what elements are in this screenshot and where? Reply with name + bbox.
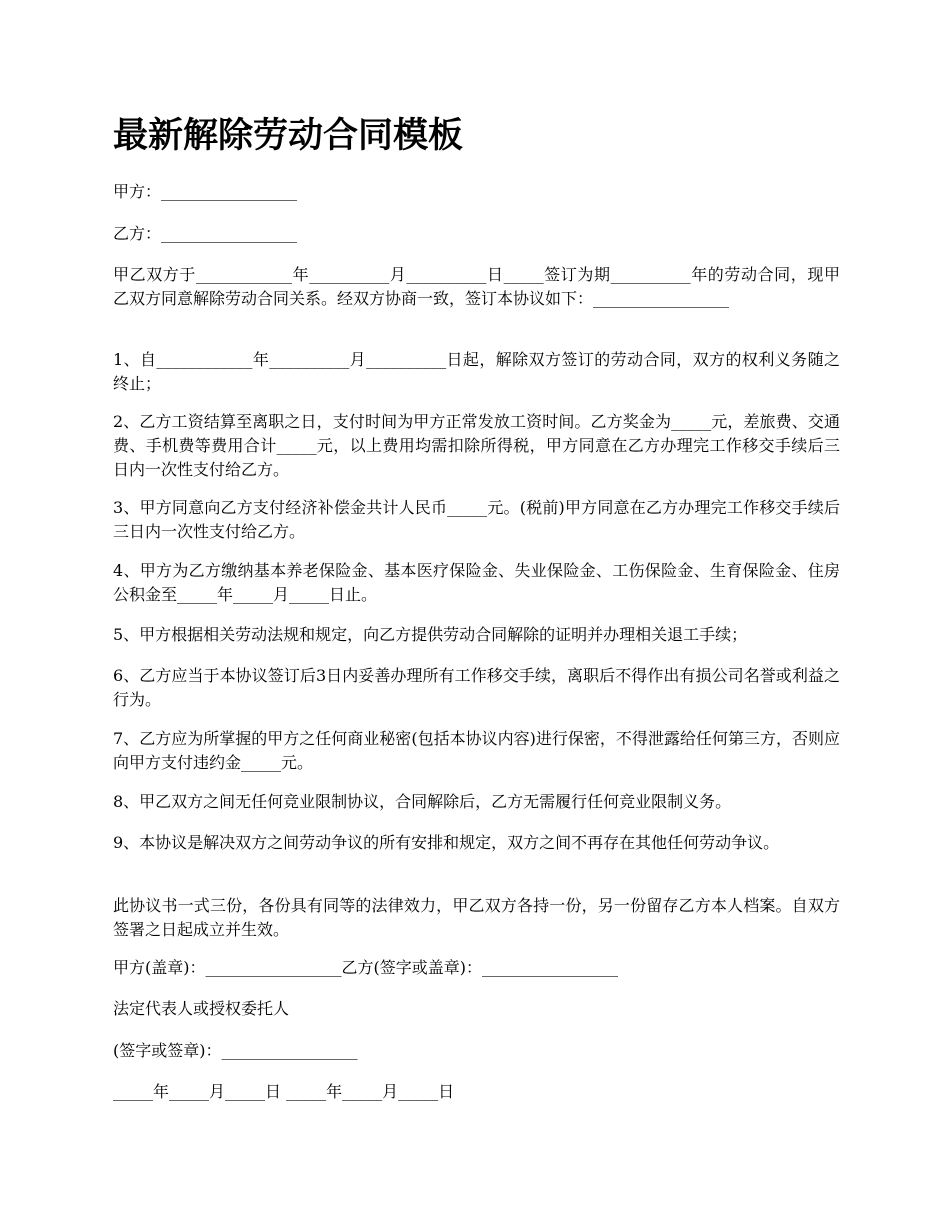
clause-2: 2、乙方工资结算至离职之日，支付时间为甲方正常发放工资时间。乙方奖金为_____元，差旅费、交通费、手机费等费用合计_____元，以上费用均需扣除所得税，甲方同意在乙方办理完工作移交手续后三日内一次性支付给乙方。 bbox=[113, 412, 840, 479]
sign-or-seal-line: (签字或签章)：_________________ bbox=[113, 1041, 358, 1060]
clause-8: 8、甲乙双方之间无任何竞业限制协议，合同解除后，乙方无需履行任何竞业限制义务。 bbox=[113, 792, 732, 811]
clause-7: 7、乙方应为所掌握的甲方之任何商业秘密(包括本协议内容)进行保密，不得泄露给任何第三方，否则应向甲方支付违约金_____元。 bbox=[113, 729, 840, 772]
document-title: 最新解除劳动合同模板 bbox=[113, 116, 464, 156]
date-line: _____年_____月_____日 _____年_____月_____日 bbox=[113, 1082, 455, 1101]
party-b-line: 乙方：_________________ bbox=[113, 224, 298, 243]
signature-line: 甲方(盖章)：_________________乙方(签字或盖章)：_________________ bbox=[113, 958, 618, 977]
clause-9: 9、本协议是解决双方之间劳动争议的所有安排和规定，双方之间不再存在其他任何劳动争议。 bbox=[113, 833, 780, 852]
clause-5: 5、甲方根据相关劳动法规和规定，向乙方提供劳动合同解除的证明并办理相关退工手续； bbox=[113, 625, 748, 644]
clause-3: 3、甲方同意向乙方支付经济补偿金共计人民币_____元。(税前)甲方同意在乙方办理完工作移交手续后三日内一次性支付给乙方。 bbox=[113, 498, 840, 541]
intro-paragraph: 甲乙双方于____________年__________月__________日_____签订为期__________年的劳动合同，现甲乙双方同意解除劳动合同关系。经双方协商一致，签订本协议如下：_________________ bbox=[113, 265, 840, 308]
legal-representative-label: 法定代表人或授权委托人 bbox=[113, 999, 290, 1018]
party-a-line: 甲方：_________________ bbox=[113, 182, 298, 201]
clause-4: 4、甲方为乙方缴纳基本养老保险金、基本医疗保险金、失业保险金、工伤保险金、生育保险金、住房公积金至_____年_____月_____日止。 bbox=[113, 561, 840, 604]
closing-paragraph: 此协议书一式三份，各份具有同等的法律效力，甲乙双方各持一份，另一份留存乙方本人档案。自双方签署之日起成立并生效。 bbox=[113, 896, 840, 939]
clause-6: 6、乙方应当于本协议签订后3日内妥善办理所有工作移交手续，离职后不得作出有损公司名誉或利益之行为。 bbox=[113, 666, 840, 709]
clause-1: 1、自____________年__________月__________日起，解除双方签订的劳动合同，双方的权利义务随之终止； bbox=[113, 350, 840, 393]
